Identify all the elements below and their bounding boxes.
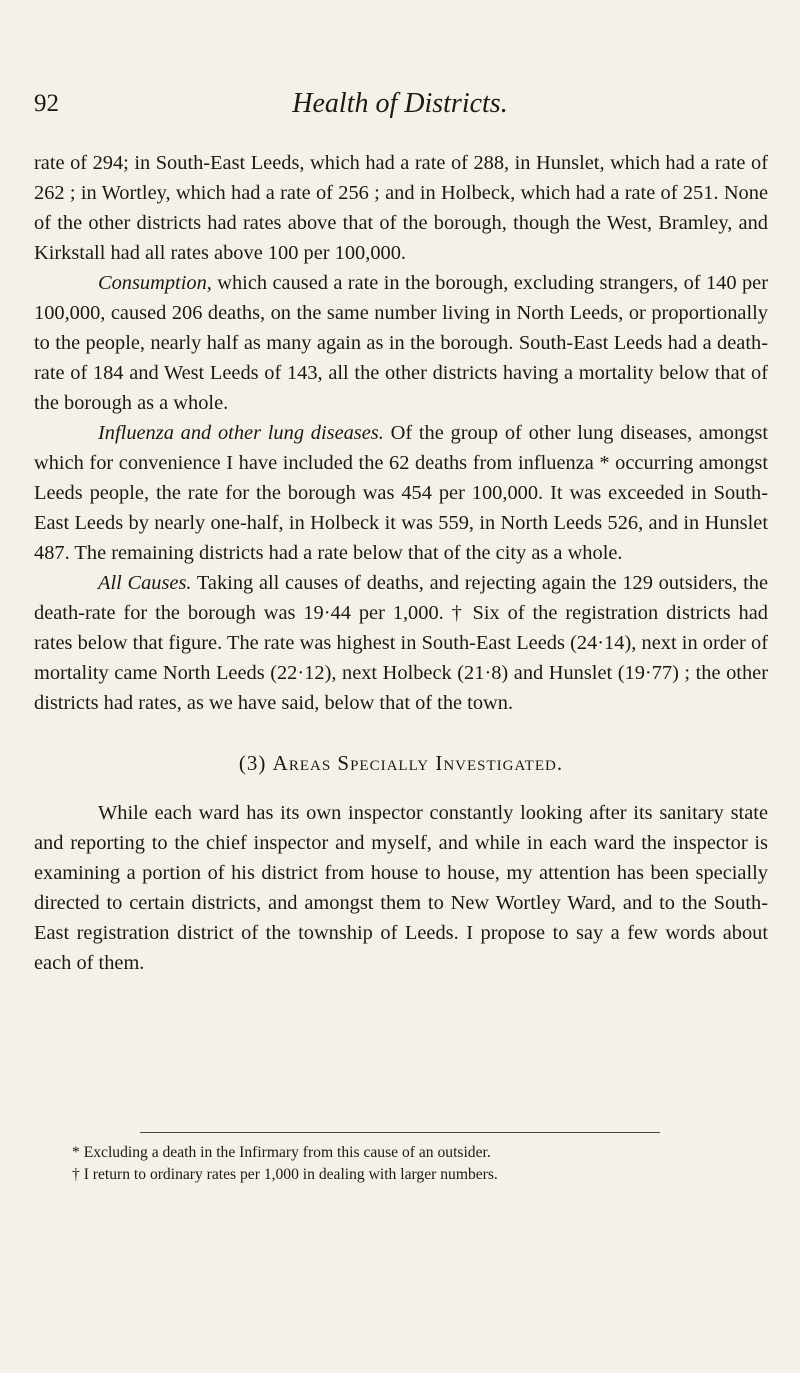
paragraph-text: Taking all causes of deaths, and rejecting again the 129 outsiders, the death-rate for the borough was 19·44 per 1,000. † Six of the registration districts had rates below that figure. The rate was highest in South-East Leeds (24·14), next in order of mortality came North Leeds (22·12), next Holbeck (21·8) and Hunslet (19·77) ; the other districts had rates, as we have said, below that of the town. xyxy=(34,572,768,714)
page-header xyxy=(0,90,800,130)
paragraph-lead: Consumption, xyxy=(98,272,212,294)
paragraph-text: Of the group of other lung diseases, amongst which for convenience I have included the 62 deaths from influenza * occurring amongst Leeds people, the rate for the borough was 454 per 100,000. It was exceeded in South-East Leeds by nearly one-half, in Holbeck it was 559, in North Leeds 526, and in Hunslet 487. The remaining districts had a rate below that of the city as a whole. xyxy=(34,422,768,564)
paragraph-all-causes xyxy=(34,568,768,718)
paragraph-text: rate of 294; in South-East Leeds, which had a rate of 288, in Hunslet, which had a rate of 262 ; in Wortley, which had a rate of 256 ; and in Holbeck, which had a rate of 251. None of the other districts had rates above that of the borough, though the West, Bramley, and Kirkstall had all rates above 100 per 100,000. xyxy=(34,152,768,264)
section-number: (3) xyxy=(238,751,267,775)
running-head: Health of Districts. xyxy=(292,88,508,119)
paragraph-influenza xyxy=(34,418,768,568)
paragraph-consumption xyxy=(34,268,768,418)
paragraph-lead: Influenza and other lung diseases. xyxy=(98,422,384,444)
paragraph-continuation xyxy=(34,148,768,268)
paragraph-areas xyxy=(34,798,768,978)
section-title: Areas Specially Investigated. xyxy=(272,751,564,775)
body-text xyxy=(34,148,768,978)
page-number: 92 xyxy=(34,90,59,117)
footnote-rates: † I return to ordinary rates per 1,000 in dealing with larger numbers. xyxy=(72,1166,498,1183)
paragraph-text: While each ward has its own inspector constantly looking after its sanitary state and reporting to the chief inspector and myself, and while in each ward the inspector is examining a portion of his district from house to house, my attention has been specially directed to certain districts, and amongst them to New Wortley Ward, and to the South-East registration district of the township of Leeds. I propose to say a few words about each of them. xyxy=(34,802,768,974)
paragraph-lead: All Causes. xyxy=(98,572,192,594)
paragraph-text: which caused a rate in the borough, excluding strangers, of 140 per 100,000, caused 206 deaths, on the same number living in North Leeds, or proportionally to the people, nearly half as many again as in the borough. South-East Leeds had a death-rate of 184 and West Leeds of 143, all the other districts having a mortality below that of the borough as a whole. xyxy=(34,272,768,414)
footnote-rule xyxy=(140,1132,660,1133)
section-heading xyxy=(34,748,768,778)
footnote-influenza: * Excluding a death in the Infirmary from this cause of an outsider. xyxy=(72,1144,491,1161)
footnotes xyxy=(34,1142,768,1186)
